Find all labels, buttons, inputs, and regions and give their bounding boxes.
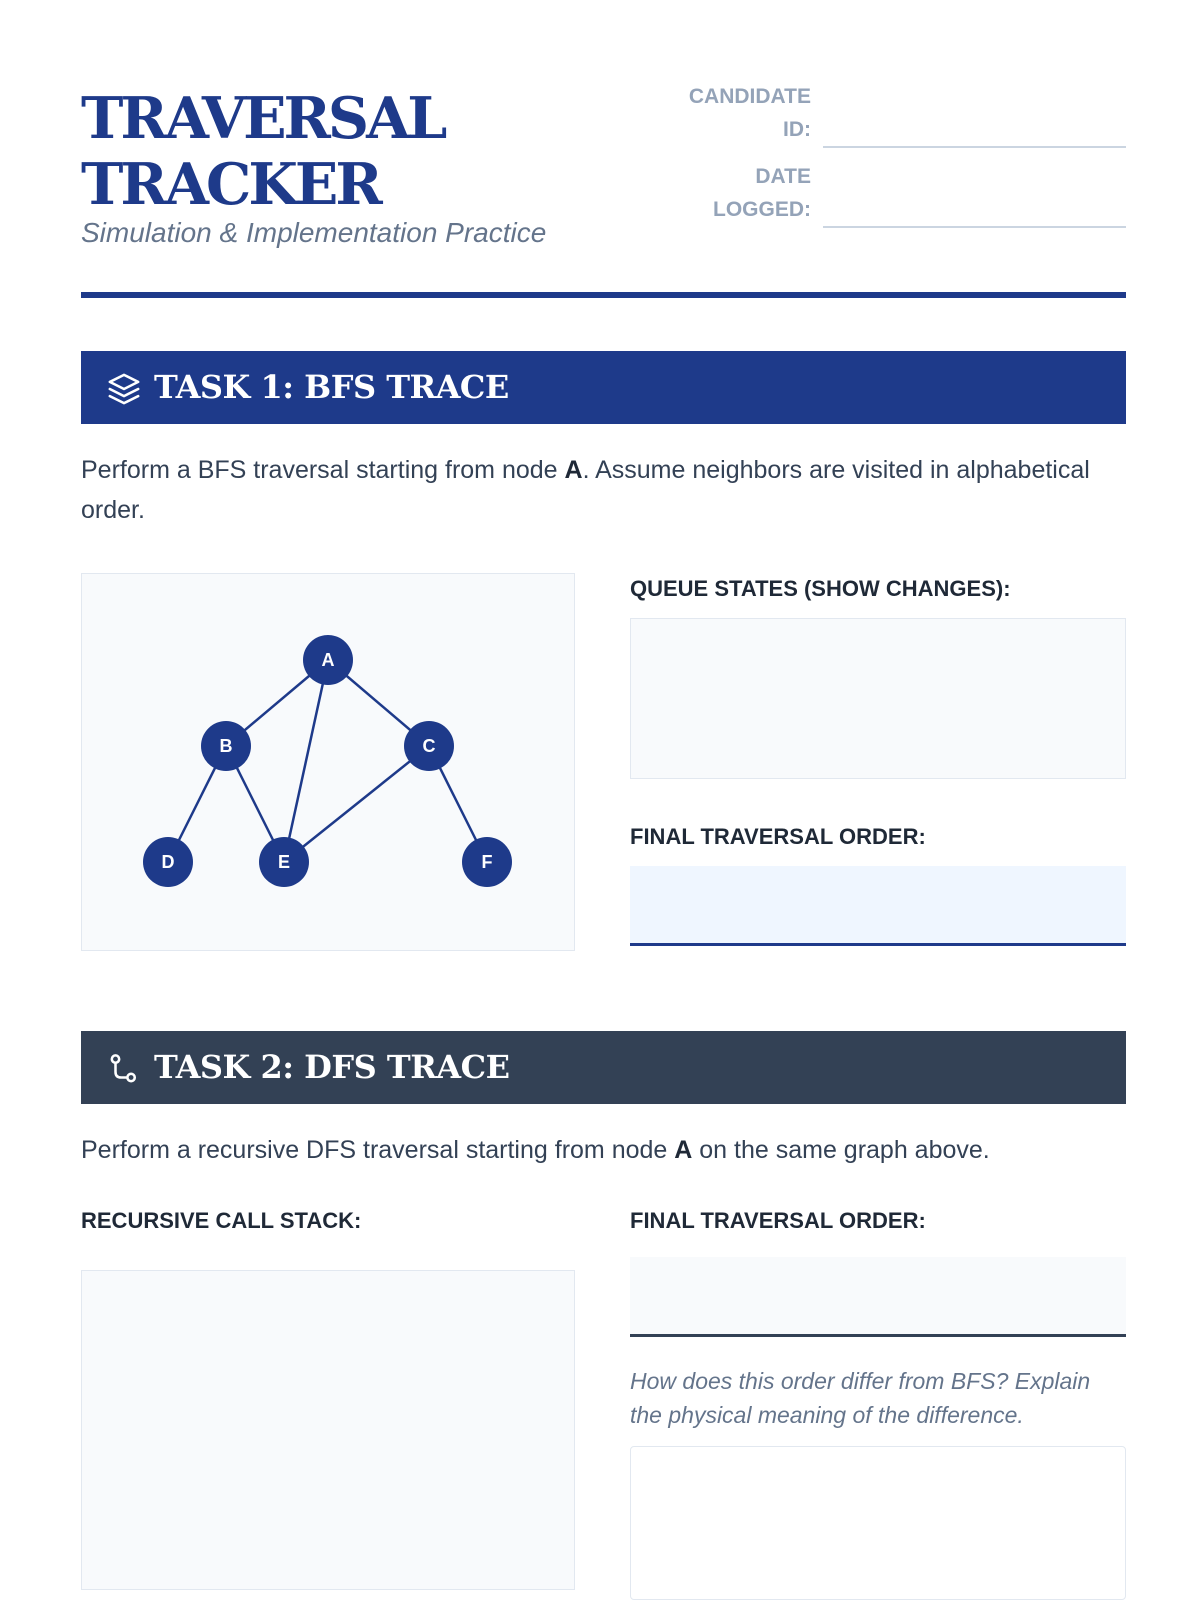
node-label-C: C [422, 736, 436, 756]
date-logged-row [656, 160, 1126, 228]
node-label-A: A [321, 650, 335, 670]
graph-svg [82, 574, 576, 952]
worksheet-page [81, 0, 1126, 1600]
git-branch-icon [107, 1052, 141, 1086]
bfs-order-label: FINAL TRAVERSAL ORDER: [630, 824, 926, 849]
call-stack-box[interactable] [81, 1270, 575, 1590]
candidate-id-row [656, 80, 1126, 148]
header-divider [81, 292, 1126, 298]
node-label-B: B [219, 736, 233, 756]
page-subtitle: Simulation & Implementation Practice [81, 217, 547, 248]
node-label-E: E [277, 852, 291, 872]
task1-title: TASK 1: BFS TRACE [154, 368, 509, 406]
node-label-F: F [481, 852, 493, 872]
date-logged-label: DATE LOGGED: [713, 165, 811, 221]
task2-title: TASK 2: DFS TRACE [154, 1048, 510, 1086]
task2-header [81, 1031, 1126, 1104]
candidate-id-label: CANDIDATE ID: [688, 85, 811, 141]
layers-icon [107, 372, 141, 406]
node-D [143, 837, 193, 887]
graph-diagram [81, 573, 575, 951]
node-label-D: D [161, 852, 175, 872]
dfs-order-field[interactable] [630, 1257, 1126, 1337]
node-C [404, 721, 454, 771]
task1-header [81, 351, 1126, 424]
node-A [303, 635, 353, 685]
comparison-answer-box[interactable] [630, 1446, 1126, 1600]
dfs-order-label: FINAL TRAVERSAL ORDER: [630, 1208, 926, 1233]
page-title [81, 86, 641, 218]
title-line-2: TRACKER [81, 151, 380, 218]
queue-states-label: QUEUE STATES (SHOW CHANGES): [630, 576, 1011, 601]
task1-instructions: Perform a BFS traversal starting from node A. Assume neighbors are visited in alphabetical order. [81, 456, 1090, 524]
queue-states-box[interactable] [630, 618, 1126, 779]
date-logged-field[interactable] [823, 226, 1126, 228]
node-E [259, 837, 309, 887]
node-F [462, 837, 512, 887]
header [81, 86, 1126, 296]
task2-instructions: Perform a recursive DFS traversal starting from node A on the same graph above. [81, 1136, 990, 1164]
bfs-order-field[interactable] [630, 866, 1126, 946]
node-B [201, 721, 251, 771]
candidate-id-field[interactable] [823, 146, 1126, 148]
call-stack-label: RECURSIVE CALL STACK: [81, 1208, 362, 1233]
title-line-1: TRAVERSAL [81, 85, 445, 152]
comparison-question: How does this order differ from BFS? Explain the physical meaning of the difference. [630, 1368, 1091, 1428]
